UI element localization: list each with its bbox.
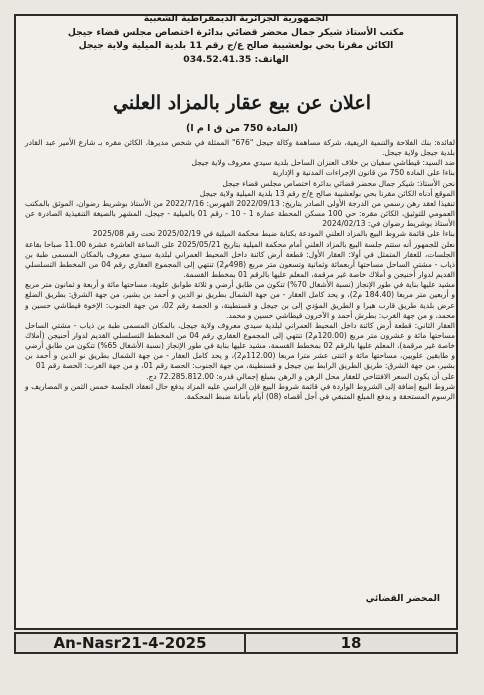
bailiff-paragraph: نحن الأستاذ: شيكر جمال محضر قضائي بدائرة اختصاص مجلس قضاء جيجل	[222, 178, 455, 188]
bailiff-address-paragraph: الموقع أدناه الكائن مقرنا بحي بولعشيبة صالح ع/ج رقم 13 بلدية الميلية ولاية جيجل	[199, 188, 455, 198]
office-address: الكائن مقرنا بحي بولعشيبة صالح ع/ج رقم 11 بلدية الميلية ولاية جيجل	[78, 40, 394, 52]
sale-conditions-paragraph: بناءا على قائمة شروط البيع بالمزاد العلني المودعة بكتابة ضبط محكمة الميلية في 2025/02/19 تحت رقم 2025/08	[92, 229, 455, 239]
page-footer	[14, 632, 458, 654]
announcement-body	[25, 138, 455, 402]
second-property-paragraph: العقار الثاني: قطعة أرض كائنة داخل المحيط العمراني لبلدية سيدي معروف ولاية جيجل، بالمكان المسمى طبة بن ذياب - مشتي الساحل مساحتها مائة و عشرون متر مربع (120.00م2) تنتهي إلى المجموع العقاري رقم 04 من المخطط التسلسلي القديم لدوار أحنيجن (أملاك خاصة غير مرقمة)، المعلم عليها بالرقم 02 بمخطط القسمة، مشيد عليها بناية في طور الإنجاز (نسبة الأشغال 65%) تتكون من طابق أرضي و طابقين علويين، مساحتها مائة و اثنتى عشر مترا مربعا (112.00م2)، و يحد كامل العقار - من جهة الشمال بطريق نو الدين و أحمد بن بشير، من جهة الشرق: طريق الطريق الرابط بين جيجل و قسنطينة، من جهة الجنوب: الحصة رقم 01، و من جهة الغرب: الحصة رقم 01	[25, 320, 455, 371]
publication-date: An-Nasr21-4-2025	[16, 634, 246, 652]
page-number: 18	[340, 634, 362, 652]
office-phone: الهاتف: 034.52.41.35	[183, 53, 289, 65]
first-property-building-paragraph: مشيد عليها بناية في طور الإنجاز (نسبة الأشغال 70%) تتكون من طابق أرضي و ثلاثة طوابق علوية، مساحتها مائة و أربعة و ثمانون متر مربع و أربعين متر مربعا (184.40 م2)، و يحد كامل العقار - من جهة الشمال بطريق نو الدين و أحمد بن بشير، من جهة الشرق: بطريق الضلع عرض بلدية طريق قارب هيرا و الطريق المؤدي إلى بن جيجل و قسنطينة، و الحصة رقم 02، من جهة الجنوب: الإخوة قيطاشي حسين و محمد، و من جهة الغرب: بطرش أحمد و الآخرون قيطاشي حسين و محمد.	[25, 280, 455, 320]
bailiff-signature: المحضر القضائي	[365, 594, 440, 604]
first-property-paragraph: نعلن للجمهور أنه ستتم جلسة البيع بالمزاد العلني أمام محكمة الميلية بتاريخ 2025/05/21 على الساعة العاشرة عشرة 11.00 صباحا بقاعة الجلسات، للعقار المتمثل في أولا: العقار الأول: قطعة أرض كائنة داخل المحيط العمراني لبلدية سيدي معروف بالمكان المسمى طبة بن ذياب - مشتي الساحل مساحتها أربعمائة وثمانية وتسعون متر مربع (498م2) تنتهي إلى المجموع العقاري رقم 04 من المخطط التسلسلي القديم لدوار أحنيجن و أملاك خاصة غير مرقمة، المعلم عليها بالرقم 01 بمخطط القسمة.	[25, 239, 456, 280]
debtor-paragraph: ضد السيد: قيطاشي سفيان بن خلاف العنزان الساحل بلدية سيدي معروف ولاية جيجل	[191, 158, 455, 168]
mortgage-paragraph: تنفيذا لعقد رهن رسمي من الدرجة الأولى الصادر بتاريخ: 2022/09/13 الفهرس: 2022/7/16 من الأستاذ بوشريط رضوان، الموثق بالمكتب العمومي للتوثيق، الكائن مقره: حي 100 مسكن المحطة عمارة 1 - 10 - رقم 01 بالميلية - جيجل، المشهر بالصيغة التنفيذية الصادرة عن الأستاذ بوشريط رضوان في: 2024/02/13	[25, 198, 455, 229]
announcement-title: اعلان عن بيع عقار بالمزاد العلني	[113, 92, 371, 114]
payment-terms-paragraph: شروط البيع إضافة إلى الشروط الواردة في قائمة شروط البيع فإن الراسي عليه المزاد يدفع حال انعقاد الجلسة خمس الثمن و المصاريف و الرسوم المستحقة و يدفع المبلغ المتبقي في أجل أقصاه (08) أيام بأمانة ضبط المحكمة.	[25, 381, 455, 401]
legal-basis-paragraph: بناءا على المادة 750 من قانون الإجراءات المدنية و الإدارية	[272, 168, 455, 178]
office-header	[40, 12, 432, 66]
opening-price-paragraph: على أن يكون السعر الافتتاحي للعقار محل الرهن و الرهن بمبلغ إجمالي قدره: 72.285.812.00 دج.	[146, 371, 455, 381]
republic-name: الجمهورية الجزائرية الديمقراطية الشعبية	[143, 13, 329, 24]
office-name: مكتب الأستاذ شيكر جمال محضر قضائي بدائرة اختصاص مجلس قضاء جيجل	[67, 26, 405, 38]
legal-article-reference: (المادة 750 من ق ا م ا)	[185, 123, 299, 134]
creditor-paragraph: لفائدة: بنك الفلاحة والتنمية الريفية، شركة مساهمة وكالة جيجل "676" الممثلة في شخص مديرها، الكائن مقره بـ شارع الأمير عبد القادر بلدية جيجل ولاية جيجل.	[25, 138, 455, 158]
